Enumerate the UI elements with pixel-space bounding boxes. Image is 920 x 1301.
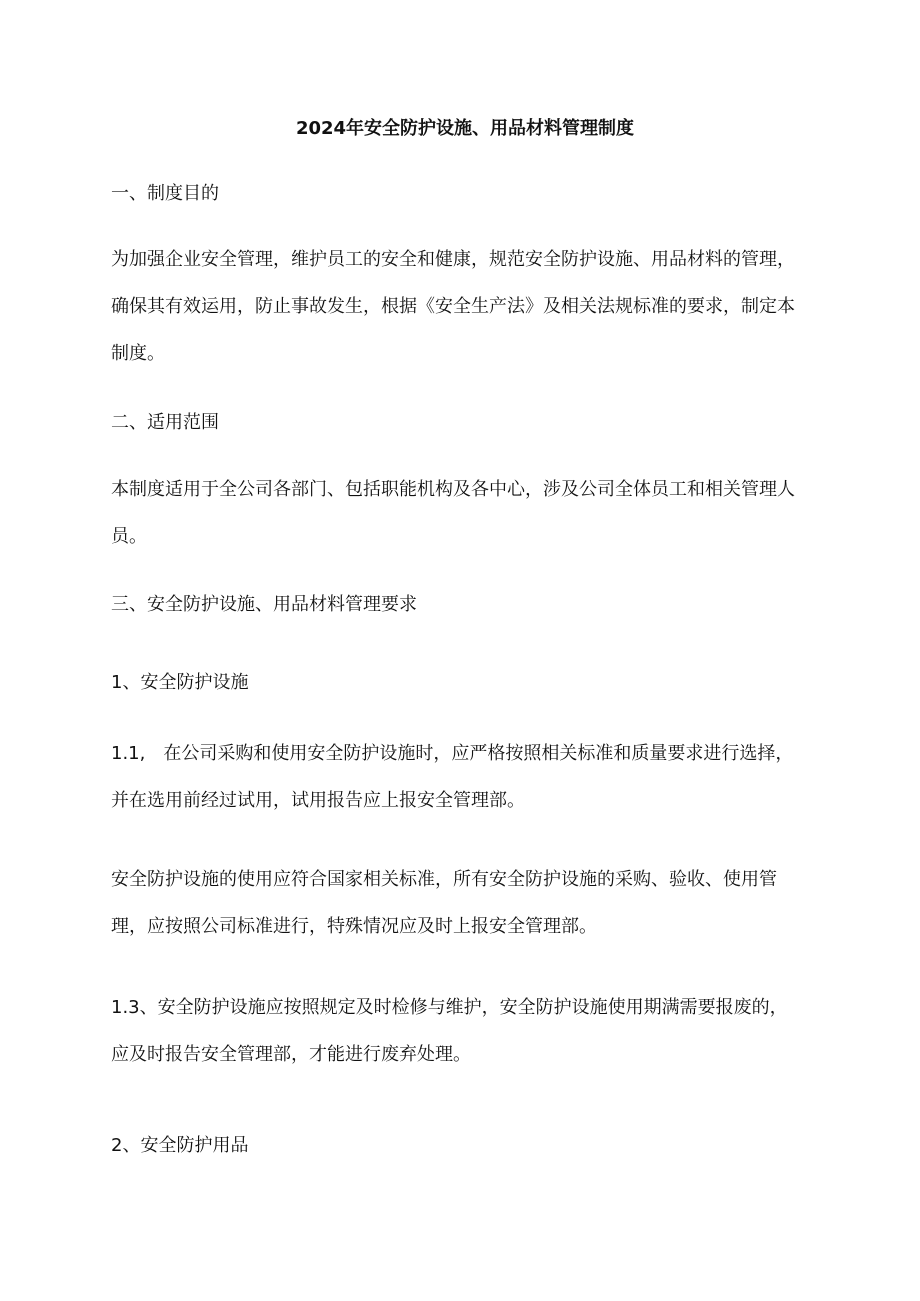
heading-scope: 二、适用范围 — [111, 412, 219, 433]
paragraph-line: 1.1, 在公司采购和使用安全防护设施时，应严格按照相关标准和质量要求进行选择， — [111, 743, 794, 764]
paragraph-line: 安全防护设施的使用应符合国家相关标准，所有安全防护设施的采购、验收、使用管 — [111, 869, 777, 890]
document-title: 2024年安全防护设施、用品材料管理制度 — [295, 118, 635, 139]
paragraph-line: 确保其有效运用，防止事故发生，根据《安全生产法》及相关法规标准的要求，制定本 — [111, 296, 795, 317]
heading-supplies: 2、安全防护用品 — [111, 1135, 249, 1156]
heading-purpose: 一、制度目的 — [111, 183, 219, 204]
paragraph-line: 1.3、安全防护设施应按照规定及时检修与维护，安全防护设施使用期满需要报废的， — [111, 997, 788, 1018]
paragraph-line: 制度。 — [111, 343, 165, 364]
paragraph-line: 应及时报告安全管理部，才能进行废弃处理。 — [111, 1044, 471, 1065]
paragraph-item-1-3 — [111, 984, 811, 1078]
paragraph-line: 并在选用前经过试用，试用报告应上报安全管理部。 — [111, 790, 525, 811]
paragraph-item-1-2 — [111, 856, 811, 950]
heading-facilities: 1、安全防护设施 — [111, 672, 249, 693]
paragraph-purpose — [111, 236, 811, 377]
paragraph-line: 理，应按照公司标准进行，特殊情况应及时上报安全管理部。 — [111, 916, 597, 937]
paragraph-line: 员。 — [111, 526, 147, 547]
paragraph-item-1-1 — [111, 730, 811, 824]
paragraph-scope — [111, 466, 811, 560]
heading-requirements: 三、安全防护设施、用品材料管理要求 — [111, 594, 417, 615]
paragraph-line: 本制度适用于全公司各部门、包括职能机构及各中心，涉及公司全体员工和相关管理人 — [111, 479, 795, 500]
paragraph-line: 为加强企业安全管理，维护员工的安全和健康，规范安全防护设施、用品材料的管理， — [111, 249, 795, 270]
